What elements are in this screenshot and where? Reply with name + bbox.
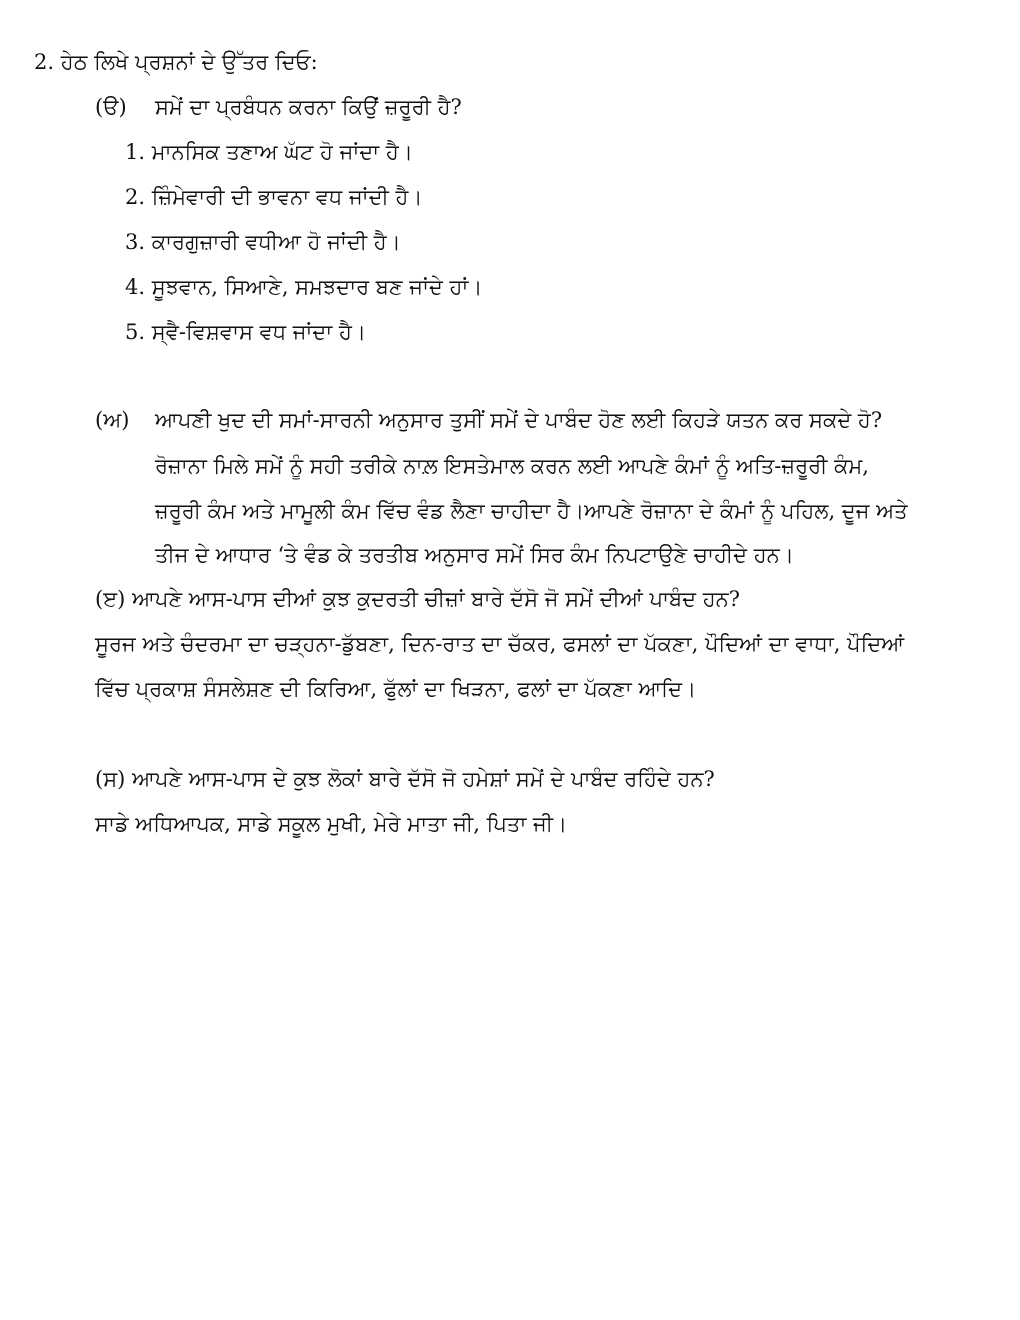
part-c-question-line [95,585,740,613]
part-d-question-line [95,765,715,793]
part-d-label: (ਸ) [95,767,126,791]
part-b-answer-line-3: ਤੀਜ ਦੇ ਆਧਾਰ ‘ਤੇ ਵੰਡ ਕੇ ਤਰਤੀਬ ਅਨੁਸਾਰ ਸਮੇਂ ਸਿਰ ਕੰਮ ਨਿਪਟਾਉਣੇ ਚਾਹੀਦੇ ਹਨ। [155,543,794,567]
part-c-label: (ੲ) [95,587,126,611]
answer-number: 2. [125,185,146,209]
part-a-answer-5 [125,318,366,346]
part-a-answer-4 [125,273,482,301]
answer-number: 4. [125,275,146,299]
part-b-answer-line-2: ਜ਼ਰੂਰੀ ਕੰਮ ਅਤੇ ਮਾਮੂਲੀ ਕੰਮ ਵਿੱਚ ਵੰਡ ਲੈਣਾ ਚਾਹੀਦਾ ਹੈ।ਆਪਣੇ ਰੋਜ਼ਾਨਾ ਦੇ ਕੰਮਾਂ ਨੂੰ ਪਹਿਲ, ਦੂਜ ਅਤੇ [155,499,908,523]
question-number: 2. [34,50,55,74]
part-a-question: ਸਮੇਂ ਦਾ ਪ੍ਰਬੰਧਨ ਕਰਨਾ ਕਿਉਂ ਜ਼ਰੂਰੀ ਹੈ? [155,95,462,119]
part-d-answer: ਸਾਡੇ ਅਧਿਆਪਕ, ਸਾਡੇ ਸਕੂਲ ਮੁਖੀ, ਮੇਰੇ ਮਾਤਾ ਜੀ, ਪਿਤਾ ਜੀ। [95,812,568,836]
answer-text: ਸ੍ਵੈ-ਵਿਸ਼ਵਾਸ ਵਧ ਜਾਂਦਾ ਹੈ। [151,320,367,344]
part-a-label: (ੳ) [95,95,127,119]
part-d-question: ਆਪਣੇ ਆਸ-ਪਾਸ ਦੇ ਕੁਝ ਲੋਕਾਂ ਬਾਰੇ ਦੱਸੋ ਜੋ ਹਮੇਸ਼ਾਂ ਸਮੇਂ ਦੇ ਪਾਬੰਦ ਰਹਿੰਦੇ ਹਨ? [132,767,715,791]
question-heading-text: ਹੇਠ ਲਿਖੇ ਪ੍ਰਸ਼ਨਾਂ ਦੇ ਉੱਤਰ ਦਿਓ: [60,50,318,74]
answer-text: ਜ਼ਿੰਮੇਵਾਰੀ ਦੀ ਭਾਵਨਾ ਵਧ ਜਾਂਦੀ ਹੈ। [151,185,423,209]
part-b-question: ਆਪਣੀ ਖੁਦ ਦੀ ਸਮਾਂ-ਸਾਰਨੀ ਅਨੁਸਾਰ ਤੁਸੀਂ ਸਮੇਂ ਦੇ ਪਾਬੰਦ ਹੋਣ ਲਈ ਕਿਹੜੇ ਯਤਨ ਕਰ ਸਕਦੇ ਹੋ? [155,408,883,432]
part-b-label: (ਅ) [95,408,130,432]
answer-text: ਕਾਰਗੁਜ਼ਾਰੀ ਵਧੀਆ ਹੋ ਜਾਂਦੀ ਹੈ। [151,230,401,254]
question-heading [34,48,318,76]
part-c-question: ਆਪਣੇ ਆਸ-ਪਾਸ ਦੀਆਂ ਕੁਝ ਕੁਦਰਤੀ ਚੀਜ਼ਾਂ ਬਾਰੇ ਦੱਸੋ ਜੋ ਸਮੇਂ ਦੀਆਂ ਪਾਬੰਦ ਹਨ? [132,587,740,611]
part-a-answer-1 [125,138,413,166]
part-c-answer-line-1: ਸੂਰਜ ਅਤੇ ਚੰਦਰਮਾ ਦਾ ਚੜ੍ਹਨਾ-ਡੁੱਬਣਾ, ਦਿਨ-ਰਾਤ ਦਾ ਚੱਕਰ, ਫਸਲਾਂ ਦਾ ਪੱਕਣਾ, ਪੌਦਿਆਂ ਦਾ ਵਾਧਾ, ਪੌਦਿਆਂ [95,632,905,656]
answer-text: ਮਾਨਸਿਕ ਤਣਾਅ ਘੱਟ ਹੋ ਜਾਂਦਾ ਹੈ। [151,140,413,164]
answer-number: 5. [125,320,146,344]
part-c-answer-line-2: ਵਿੱਚ ਪ੍ਰਕਾਸ਼ ਸੰਸਲੇਸ਼ਣ ਦੀ ਕਿਰਿਆ, ਫੁੱਲਾਂ ਦਾ ਖਿੜਨਾ, ਫਲਾਂ ਦਾ ਪੱਕਣਾ ਆਦਿ। [95,677,697,701]
part-a-answer-3 [125,228,401,256]
answer-number: 1. [125,140,146,164]
part-a-answer-2 [125,183,423,211]
answer-number: 3. [125,230,146,254]
part-b-answer-line-1: ਰੋਜ਼ਾਨਾ ਮਿਲੇ ਸਮੇਂ ਨੂੰ ਸਹੀ ਤਰੀਕੇ ਨਾਲ਼ ਇਸਤੇਮਾਲ ਕਰਨ ਲਈ ਆਪਣੇ ਕੰਮਾਂ ਨੂੰ ਅਤਿ-ਜ਼ਰੂਰੀ ਕੰਮ, [155,454,869,478]
answer-text: ਸੂਝਵਾਨ, ਸਿਆਣੇ, ਸਮਝਦਾਰ ਬਣ ਜਾਂਦੇ ਹਾਂ। [151,275,483,299]
